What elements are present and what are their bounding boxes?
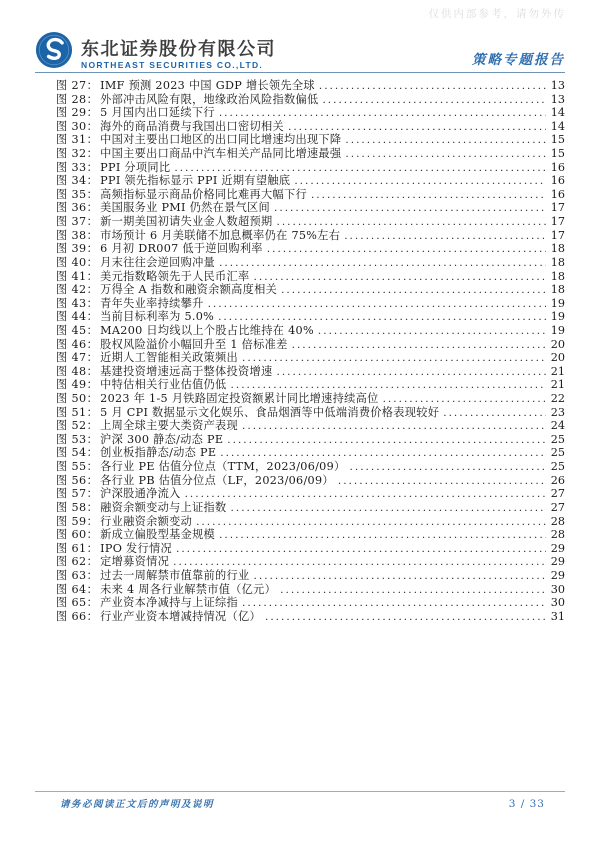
toc-entry[interactable] xyxy=(56,213,565,227)
toc-leader-dots xyxy=(345,147,546,160)
toc-entry-page: 18 xyxy=(550,283,565,297)
toc-entry-title: 行业产业资本增减持情况（亿） xyxy=(100,609,261,623)
toc-entry-figure-label: 图 30： xyxy=(56,119,99,133)
toc-entry-page: 16 xyxy=(550,160,565,174)
toc-entry[interactable] xyxy=(56,322,565,336)
toc-entry-figure-label: 图 29： xyxy=(56,106,99,120)
toc-entry[interactable] xyxy=(56,118,565,132)
toc-entry[interactable] xyxy=(56,540,565,554)
toc-entry[interactable] xyxy=(56,499,565,513)
toc-leader-dots xyxy=(265,610,546,623)
toc-entry[interactable] xyxy=(56,363,565,377)
toc-entry-title: 行业融资余额变动 xyxy=(100,514,193,528)
toc-entry-figure-label: 图 27： xyxy=(56,79,99,92)
toc-entry-figure-label: 图 28： xyxy=(56,92,99,106)
toc-entry[interactable] xyxy=(56,281,565,295)
toc-leader-dots xyxy=(267,242,546,255)
toc-entry[interactable] xyxy=(56,91,565,105)
toc-leader-dots xyxy=(231,501,546,514)
toc-entry-title: 沪深股通净流入 xyxy=(100,487,181,501)
toc-entry-figure-label: 图 60： xyxy=(56,528,99,542)
toc-entry-page: 29 xyxy=(550,568,565,582)
toc-entry-page: 25 xyxy=(550,432,565,446)
toc-entry-page: 16 xyxy=(550,187,565,201)
toc-entry-title: IMF 预测 2023 中国 GDP 增长领先全球 xyxy=(100,79,315,92)
northeast-securities-logo-icon xyxy=(35,31,73,69)
toc-entry[interactable] xyxy=(56,240,565,254)
toc-entry-page: 17 xyxy=(550,228,565,242)
toc-entry-page: 29 xyxy=(550,541,565,555)
toc-entry-page: 20 xyxy=(550,337,565,351)
toc-entry-page: 14 xyxy=(550,119,565,133)
toc-entry-page: 17 xyxy=(550,201,565,215)
toc-entry-figure-label: 图 62： xyxy=(56,555,99,569)
toc-entry-figure-label: 图 31： xyxy=(56,133,99,147)
toc-leader-dots xyxy=(242,596,546,609)
toc-entry[interactable] xyxy=(56,472,565,486)
toc-entry-page: 26 xyxy=(550,473,565,487)
toc-leader-dots xyxy=(254,569,546,582)
toc-entry-page: 27 xyxy=(550,487,565,501)
toc-leader-dots xyxy=(322,93,546,106)
report-header xyxy=(35,27,565,73)
toc-entry[interactable] xyxy=(56,77,565,91)
toc-entry-page: 29 xyxy=(550,555,565,569)
toc-entry-page: 14 xyxy=(550,106,565,120)
toc-leader-dots xyxy=(196,515,546,528)
toc-entry-figure-label: 图 55： xyxy=(56,460,99,474)
toc-leader-dots xyxy=(219,256,546,269)
toc-entry-page: 18 xyxy=(550,242,565,256)
toc-entry-page: 19 xyxy=(550,296,565,310)
toc-entry[interactable] xyxy=(56,308,565,322)
toc-entry[interactable] xyxy=(56,199,565,213)
toc-leader-dots xyxy=(277,365,547,378)
toc-entry-figure-label: 图 48： xyxy=(56,364,99,378)
toc-entry-title: 定增募资情况 xyxy=(100,555,170,569)
toc-entry[interactable] xyxy=(56,458,565,472)
page-footer xyxy=(35,791,565,810)
toc-entry-figure-label: 图 58： xyxy=(56,500,99,514)
toc-entry[interactable] xyxy=(56,390,565,404)
toc-entry-title: 美元指数略领先于人民币汇率 xyxy=(100,269,250,283)
toc-entry[interactable] xyxy=(56,444,565,458)
toc-entry-figure-label: 图 32： xyxy=(56,147,99,161)
toc-leader-dots xyxy=(227,433,546,446)
toc-entry-figure-label: 图 51： xyxy=(56,405,99,419)
toc-entry[interactable] xyxy=(56,526,565,540)
toc-entry[interactable] xyxy=(56,567,565,581)
toc-entry-figure-label: 图 35： xyxy=(56,187,99,201)
toc-entry-figure-label: 图 43： xyxy=(56,296,99,310)
toc-entry-title: 未来 4 周各行业解禁市值（亿元） xyxy=(100,582,277,596)
toc-entry-title: 股权风险溢价小幅回升至 1 倍标准差 xyxy=(100,337,288,351)
toc-entry-figure-label: 图 65： xyxy=(56,596,99,610)
toc-leader-dots xyxy=(345,133,546,146)
toc-entry-title: 青年失业率持续攀升 xyxy=(100,296,204,310)
toc-entry-figure-label: 图 45： xyxy=(56,323,99,337)
toc-entry-figure-label: 图 52： xyxy=(56,419,99,433)
toc-entry-title: 美国服务业 PMI 仍然在景气区间 xyxy=(100,201,271,215)
toc-entry-page: 31 xyxy=(550,609,565,623)
toc-entry[interactable] xyxy=(56,159,565,173)
toc-entry-title: 5 月国内出口延续下行 xyxy=(100,106,215,120)
footer-page-number: 3 / 33 xyxy=(508,798,545,810)
toc-entry-page: 28 xyxy=(550,514,565,528)
toc-entry[interactable] xyxy=(56,376,565,390)
toc-entry-figure-label: 图 41： xyxy=(56,269,99,283)
toc-entry-title: 过去一周解禁市值靠前的行业 xyxy=(100,568,250,582)
toc-entry[interactable] xyxy=(56,131,565,145)
toc-leader-dots xyxy=(344,229,546,242)
toc-entry[interactable] xyxy=(56,581,565,595)
toc-entry-title: 高频指标显示商品价格同比难再大幅下行 xyxy=(100,187,307,201)
toc-entry[interactable] xyxy=(56,431,565,445)
toc-entry[interactable] xyxy=(56,186,565,200)
toc-entry-title: 各行业 PE 估值分位点（TTM，2023/06/09） xyxy=(100,460,346,474)
toc-entry-figure-label: 图 34： xyxy=(56,174,99,188)
toc-entry[interactable] xyxy=(56,349,565,363)
toc-entry-title: 当前目标利率为 5.0% xyxy=(100,310,215,324)
toc-entry-page: 15 xyxy=(550,133,565,147)
toc-entry-figure-label: 图 46： xyxy=(56,337,99,351)
toc-entry-figure-label: 图 61： xyxy=(56,541,99,555)
toc-entry-figure-label: 图 33： xyxy=(56,160,99,174)
toc-entry-title: 海外的商品消费与我国出口密切相关 xyxy=(100,119,284,133)
toc-entry-title: 新成立偏股型基金规模 xyxy=(100,528,216,542)
toc-entry-title: 万得全 A 指数和融资余额高度相关 xyxy=(100,283,278,297)
toc-entry-figure-label: 图 66： xyxy=(56,609,99,623)
toc-entry-page: 30 xyxy=(550,582,565,596)
toc-entry-page: 23 xyxy=(550,405,565,419)
toc-entry-page: 21 xyxy=(550,364,565,378)
toc-entry-figure-label: 图 56： xyxy=(56,473,99,487)
toc-entry-title: MA200 日均线以上个股占比维持在 40% xyxy=(100,323,314,337)
toc-list xyxy=(56,77,565,621)
toc-entry-title: 月末往往会逆回购冲量 xyxy=(100,255,216,269)
company-name-cn: 东北证券股份有限公司 xyxy=(81,38,276,59)
toc-leader-dots xyxy=(294,174,546,187)
toc-entry-page: 17 xyxy=(550,215,565,229)
toc-entry-page: 28 xyxy=(550,528,565,542)
toc-entry-page: 18 xyxy=(550,255,565,269)
toc-leader-dots xyxy=(254,270,546,283)
toc-entry-page: 25 xyxy=(550,446,565,460)
toc-entry-figure-label: 图 63： xyxy=(56,568,99,582)
toc-entry-page: 15 xyxy=(550,147,565,161)
toc-entry-title: 中国对主要出口地区的出口同比增速均出现下降 xyxy=(100,133,342,147)
toc-entry-figure-label: 图 39： xyxy=(56,242,99,256)
toc-leader-dots xyxy=(280,583,546,596)
toc-entry-title: 2023 年 1-5 月铁路固定投资额累计同比增速持续高位 xyxy=(100,392,379,406)
toc-entry[interactable] xyxy=(56,172,565,186)
toc-entry-figure-label: 图 54： xyxy=(56,446,99,460)
toc-entry-title: PPI 分项同比 xyxy=(100,160,171,174)
toc-entry[interactable] xyxy=(56,485,565,499)
toc-entry-figure-label: 图 64： xyxy=(56,582,99,596)
toc-entry-title: 各行业 PB 估值分位点（LF，2023/06/09） xyxy=(100,473,334,487)
toc-entry-title: 产业资本净减持与上证综指 xyxy=(100,596,239,610)
toc-entry[interactable] xyxy=(56,553,565,567)
toc-leader-dots xyxy=(242,419,546,432)
toc-leader-dots xyxy=(292,338,546,351)
toc-entry[interactable] xyxy=(56,513,565,527)
toc-entry[interactable] xyxy=(56,594,565,608)
toc-entry-title: 创业板指静态/动态 PE xyxy=(100,446,217,460)
toc-leader-dots xyxy=(338,474,546,487)
toc-entry-figure-label: 图 36： xyxy=(56,201,99,215)
toc-entry-title: 5 月 CPI 数据显示文化娱乐、食品烟酒等中低端消费价格表现较好 xyxy=(100,405,440,419)
toc-entry-page: 19 xyxy=(550,310,565,324)
toc-entry-title: 中特估相关行业估值仍低 xyxy=(100,378,227,392)
toc-entry-title: 6 月初 DR007 低于逆回购利率 xyxy=(100,242,263,256)
toc-leader-dots xyxy=(311,188,546,201)
toc-leader-dots xyxy=(274,201,546,214)
toc-entry[interactable] xyxy=(56,608,565,622)
toc-entry-figure-label: 图 47： xyxy=(56,351,99,365)
toc-entry-page: 30 xyxy=(550,596,565,610)
toc-leader-dots xyxy=(443,406,546,419)
toc-leader-dots xyxy=(318,324,546,337)
toc-entry-page: 18 xyxy=(550,269,565,283)
toc-entry-page: 27 xyxy=(550,500,565,514)
toc-entry-page: 24 xyxy=(550,419,565,433)
company-name-block xyxy=(81,40,276,70)
toc-entry-page: 25 xyxy=(550,460,565,474)
toc-entry-title: 市场预计 6 月美联储不加息概率仍在 75%左右 xyxy=(100,228,341,242)
toc-entry[interactable] xyxy=(56,336,565,350)
toc-entry-title: 基建投资增速远高于整体投资增速 xyxy=(100,364,273,378)
toc-entry-figure-label: 图 50： xyxy=(56,392,99,406)
toc-entry-page: 13 xyxy=(550,79,565,92)
toc-entry-page: 13 xyxy=(550,92,565,106)
toc-leader-dots xyxy=(281,283,546,296)
toc-leader-dots xyxy=(208,297,546,310)
toc-entry[interactable] xyxy=(56,417,565,431)
toc-leader-dots xyxy=(242,351,546,364)
toc-entry-figure-label: 图 44： xyxy=(56,310,99,324)
toc-entry[interactable] xyxy=(56,227,565,241)
toc-entry-title: PPI 领先指标显示 PPI 近期有望触底 xyxy=(100,174,291,188)
toc-entry-page: 16 xyxy=(550,174,565,188)
toc-entry-figure-label: 图 57： xyxy=(56,487,99,501)
toc-entry-title: IPO 发行情况 xyxy=(100,541,172,555)
toc-entry-title: 外部冲击风险有限，地缘政治风险指数偏低 xyxy=(100,92,319,106)
toc-entry-page: 21 xyxy=(550,378,565,392)
report-type-label: 策略专题报告 xyxy=(472,52,565,68)
toc-entry-figure-label: 图 37： xyxy=(56,215,99,229)
toc-entry-title: 近期人工智能相关政策频出 xyxy=(100,351,239,365)
toc-entry-figure-label: 图 53： xyxy=(56,432,99,446)
toc-entry-page: 20 xyxy=(550,351,565,365)
toc-leader-dots xyxy=(319,79,546,92)
toc-entry-title: 新一期美国初请失业金人数超预期 xyxy=(100,215,273,229)
toc-entry-title: 融资余额变动与上证指数 xyxy=(100,500,227,514)
toc-entry-figure-label: 图 42： xyxy=(56,283,99,297)
toc-entry[interactable] xyxy=(56,404,565,418)
toc-entry-title: 中国主要出口商品中汽车相关产品同比增速最强 xyxy=(100,147,342,161)
toc-entry-title: 上周全球主要大类资产表现 xyxy=(100,419,239,433)
toc-leader-dots xyxy=(219,528,546,541)
toc-entry[interactable] xyxy=(56,295,565,309)
toc-entry-figure-label: 图 40： xyxy=(56,255,99,269)
toc-entry[interactable] xyxy=(56,104,565,118)
footer-disclaimer: 请务必阅读正文后的声明及说明 xyxy=(60,799,215,810)
internal-use-watermark: 仅供内部参考，请勿外传 xyxy=(428,8,566,20)
toc-entry[interactable] xyxy=(56,145,565,159)
toc-leader-dots xyxy=(350,460,546,473)
toc-entry-figure-label: 图 59： xyxy=(56,514,99,528)
toc-entry-page: 19 xyxy=(550,323,565,337)
toc-leader-dots xyxy=(176,542,546,555)
toc-entry-figure-label: 图 38： xyxy=(56,228,99,242)
toc-leader-dots xyxy=(185,487,546,500)
toc-entry-title: 沪深 300 静态/动态 PE xyxy=(100,432,224,446)
toc-entry[interactable] xyxy=(56,268,565,282)
company-name-en: NORTHEAST SECURITIES CO.,LTD. xyxy=(81,59,264,70)
toc-entry-figure-label: 图 49： xyxy=(56,378,99,392)
toc-entry[interactable] xyxy=(56,254,565,268)
toc-entry-page: 22 xyxy=(550,392,565,406)
